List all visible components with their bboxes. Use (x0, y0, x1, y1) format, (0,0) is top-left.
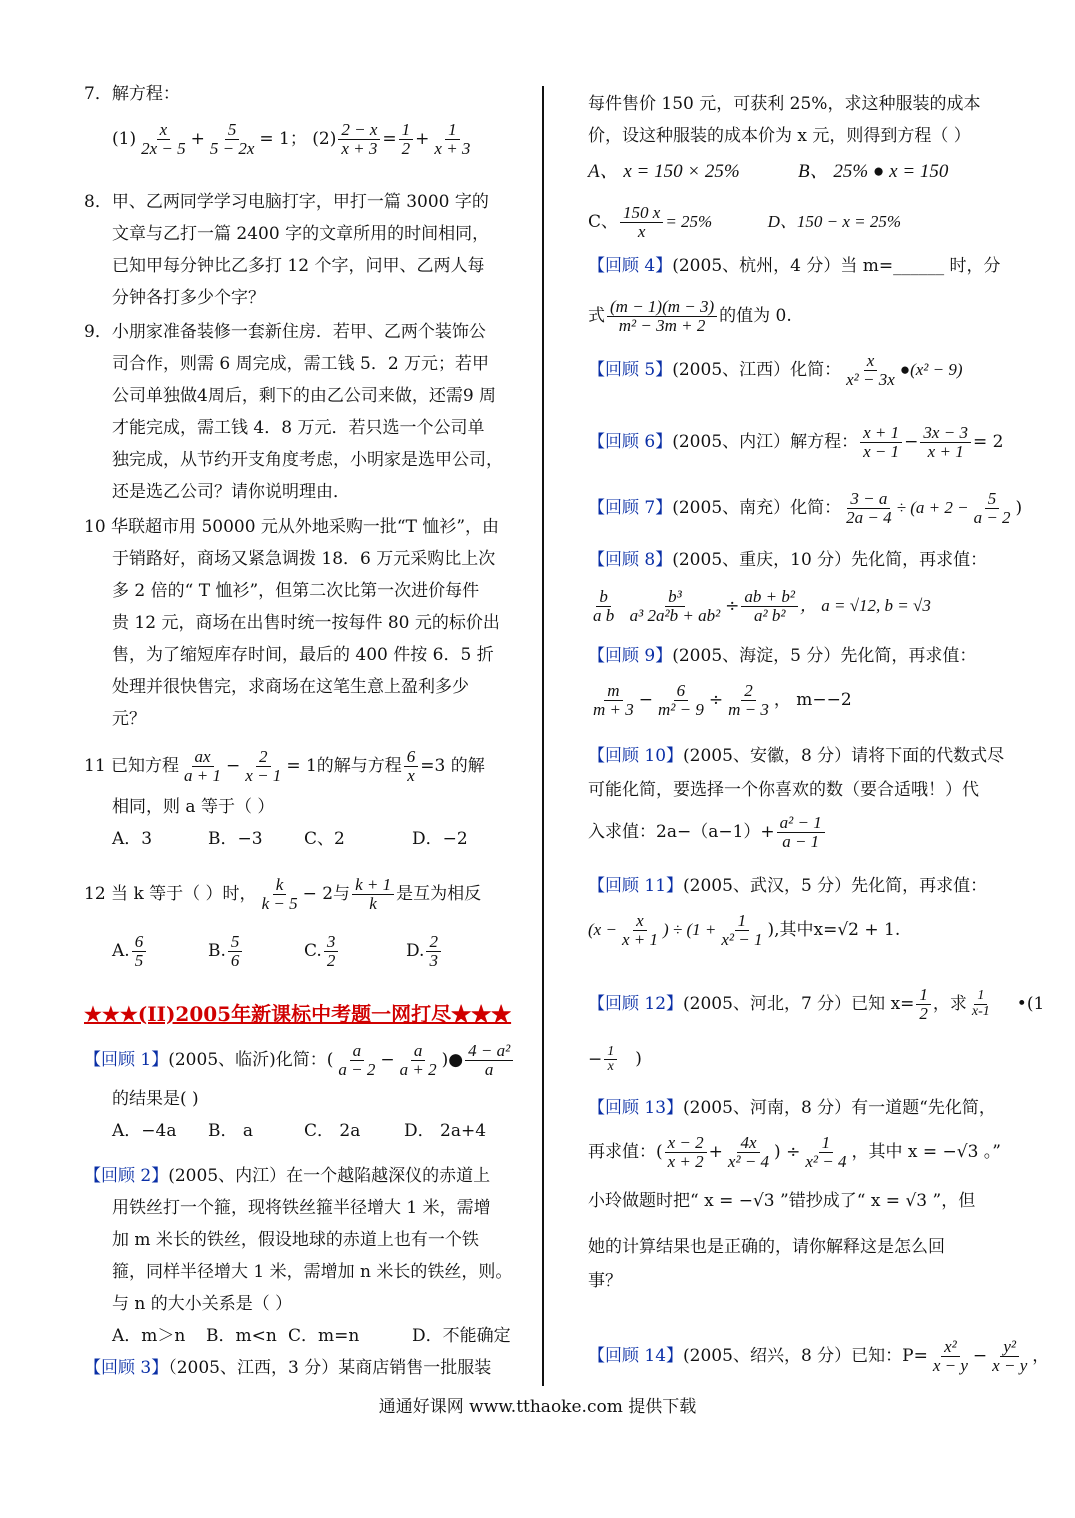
review-13: 【回顾 13】(2005、河南，8 分）有一道题“先化简， 再求值：( $\frac{x - 2}{x + 2}$ + $\frac{4x}{\text{x² − 4}}$ ) ÷ $\frac{1}{\text{x² − 4}}$ ，其中 x = −√3 。” 小玲做题时把“ x = −√3 ”错抄成了“ x = √3 ”，但 她的计算结果也是正确的，请你解释这是怎么回 事？ (588, 1098, 1001, 1291)
r3-options-cd: C、 $\frac{150 x}{x}$ = 25% D、150 − x = 25% (588, 203, 902, 241)
fraction: $\frac{4x}{\text{x² − 4}}$ (727, 1133, 770, 1171)
question-11: 11 已知方程 $\frac{ax}{a + 1}$ − $\frac{2}{x - 1}$ = 1的解与方程 $\frac{6}{x}$ =3 的解 相同，则 a 等于（ ） A．3 B．−3 C、2 D．−2 (84, 748, 530, 848)
question-9: 9．小朋家准备装修一套新住房．若甲、乙两个装饰公 司合作，则需 6 周完成，需工钱 5．2 万元；若甲 公司单独做4周后，剩下的由乙公司来做，还需9 周 才能完成，需工钱 4．8 万元．若只选一个公司单 独完成，从节约开支角度考虑，小明家是选甲公司， 还是选乙公司？请你说明理由． (84, 322, 503, 502)
fraction: $\frac{1}{x}$ (604, 1045, 617, 1075)
review-6: 【回顾 6】(2005、内江）解方程： $\frac{x + 1}{x - 1}$ − $\frac{3x - 3}{x + 1}$ = 2 (588, 423, 1004, 461)
review-tag: 【回顾 11】 (588, 876, 684, 896)
r2-options: A．m＞n B．m<n C．m=n D．不能确定 (112, 1326, 511, 1346)
review-10: 【回顾 10】(2005、安徽，8 分）请将下面的代数式尽 可能化简，要选择一个你喜欢的数（要合适哦！）代 入求值：2a−（a−1）+ $\frac{\text{a² − 1}}{a - 1}$ (588, 746, 1005, 851)
fraction: $\frac{5}{a - 2}$ (973, 489, 1011, 527)
q11-options: A．3 B．−3 C、2 D．−2 (112, 828, 468, 849)
review-tag: 【回顾 1】 (84, 1049, 169, 1070)
fraction: $\frac{\text{b³}}{\text{a³ 2a²b + ab²}}$ (629, 587, 721, 625)
fraction: $\frac{3x - 3}{x + 1}$ (920, 424, 971, 461)
fraction: $\frac{1}{2}$ (399, 121, 414, 158)
fraction: $\frac{3 - a}{2a - 4}$ (846, 489, 892, 527)
question-12: 12 当 k 等于（ ）时， $\frac{k}{k - 5}$ − 2与 $\frac{k + 1}{k}$ 是互为相反 A. $\frac{6}{5}$ B. $\frac{5}{6}$ C. $\frac{3}{2}$ D. $\frac{2}{3}$ (84, 876, 530, 969)
fraction: $\frac{k}{k - 5}$ (261, 875, 298, 913)
review-7: 【回顾 7】(2005、南充）化简： $\frac{3 - a}{2a - 4}$ ÷ (a + 2 − $\frac{5}{a - 2}$ ) (588, 489, 1023, 527)
question-7 (84, 86, 530, 158)
page-footer: 通通好课网 www.tthaoke.com 提供下载 (378, 1397, 697, 1417)
column-divider (542, 86, 544, 1386)
review-4: 【回顾 4】(2005、杭州，4 分）当 m=______ 时，分 式 $\frac{(m - 1)(m - 3)}{\text{m² − 3m + 2}}$ 的值为 0. (588, 256, 1001, 335)
fraction: $\frac{1}{\text{x² − 1}}$ (721, 911, 763, 949)
review-3-cont: 每件售价 150 元，可获利 25%，求这种服装的成本 价，设这种服装的成本价为 x 元，则得到方程（ ） A、 x = 150 × 25% B、 25% ● x = 150 C、 $\frac{150 x}{x}$ = 25% D、150 − x = 25% (588, 96, 1010, 241)
fraction: $\frac{\text{a² − 1}}{a - 1}$ (777, 814, 825, 851)
review-tag: 【回顾 14】 (588, 1345, 684, 1366)
question-8: 8．甲、乙两同学学习电脑打字，甲打一篇 3000 字的 文章与乙打一篇 2400 字的文章所用的时间相同， 已知甲每分钟比乙多打 12 个字，问甲、乙两人每 分钟各打多少个字？ (84, 192, 490, 308)
fraction: $\frac{k + 1}{k}$ (352, 876, 394, 913)
review-5: 【回顾 5】(2005、江西）化简： $\frac{x}{\text{x² − 3x}}$ ●(x² − 9) (588, 351, 963, 389)
fraction: $\frac{\text{4 − a²}}{a}$ (465, 1042, 513, 1079)
review-tag: 【回顾 9】 (588, 646, 673, 666)
review-2: 【回顾 2】(2005、内江）在一个越陷越深仪的赤道上 用铁丝打一个箍，现将铁丝箍半径增大 1 米，需增 加 m 米长的铁丝，假设地球的赤道上也有一个铁 箍，同样半径增大 1 米，需增加 n 米长的铁丝，则。 与 n 的大小关系是（ ） A．m＞n B．m<n C．m=n D．不能确定 (84, 1168, 530, 1360)
review-tag: 【回顾 10】 (588, 746, 684, 766)
fraction: $\frac{x}{x + 1}$ (621, 911, 658, 949)
fraction: $\frac{1}{\text{x² − 4}}$ (805, 1133, 847, 1171)
fraction: $\frac{2}{m - 3}$ (728, 681, 769, 719)
review-tag: 【回顾 2】 (84, 1166, 169, 1186)
review-1: 【回顾 1】(2005、临沂)化简：( $\frac{a}{a - 2}$ − $\frac{a}{a + 2}$ )● $\frac{\text{4 − a²}}{a}$ 的结果是( ) A．−4a B． a C． 2a D． 2a+4 (84, 1042, 530, 1140)
fraction: $\frac{6}{\text{m² − 9}}$ (658, 681, 704, 719)
fraction: $\frac{x + 1}{x - 1}$ (860, 424, 902, 461)
question-10: 10 华联超市用 50000 元从外地采购一批“T 恤衫”，由 于销路好，商场又紧急调拨 18．6 万元采购比上次 多 2 倍的“ T 恤衫”，但第二次比第一次进价每件 贵 12 元，商场在出售时统一按每件 80 元的标价出 售，为了缩短库存时间，最后的 400 件按 6．5 折 处理并很快售完，求商场在这笔生意上盈利多少 元？ (84, 517, 500, 729)
fraction: $\frac{\text{x²}}{x - y}$ (932, 1337, 968, 1375)
review-tag: 【回顾 8】 (588, 550, 673, 570)
fraction: $\frac{m}{m + 3}$ (593, 681, 634, 719)
fraction: $\frac{x}{\text{x² − 3x}}$ (846, 351, 895, 389)
fraction: $\frac{150 x}{x}$ (620, 204, 663, 241)
review-tag: 【回顾 3】 (84, 1358, 169, 1378)
fraction: $\frac{1}{x + 3}$ (434, 120, 471, 158)
fraction: $\frac{2 - x}{x + 3}$ (338, 121, 380, 158)
fraction: $\frac{a}{a + 2}$ (399, 1041, 437, 1079)
fraction: $\frac{a}{a - 2}$ (338, 1041, 376, 1079)
fraction: $\frac{\text{ab + b²}}{\text{a² b²}}$ (741, 588, 798, 625)
review-12: 【回顾 12】(2005、河北，7 分）已知 x= $\frac{1}{2}$ ，求 $\frac{1}{x-1}$ •(1 − $\frac{1}{x}$ ) (588, 985, 1045, 1075)
fraction: $\frac{b}{\text{a b}}$ (593, 587, 615, 625)
review-14: 【回顾 14】(2005、绍兴，8 分）已知：P= $\frac{\text{x²}}{x - y}$ − $\frac{\text{y²}}{x - y}$ ， (588, 1337, 1050, 1375)
review-8: 【回顾 8】(2005、重庆，10 分）先化简，再求值： $\frac{b}{\text{a b}}$ $\frac{\text{b³}}{\text{a³ 2a²b + ab²}}$ ÷ $\frac{\text{ab + b²}}{\text{a² b²}}$ ， a = √12, b = √3 (588, 550, 988, 625)
review-tag: 【回顾 13】 (588, 1098, 684, 1118)
review-tag: 【回顾 6】 (588, 431, 673, 452)
review-tag: 【回顾 4】 (588, 256, 673, 276)
fraction: $\frac{(m - 1)(m - 3)}{\text{m² − 3m + 2}}$ (607, 298, 717, 335)
r3-options-ab: A、 x = 150 × 25% B、 25% ● x = 150 (588, 161, 949, 182)
fraction: $\frac{5}{5 - 2x}$ (209, 120, 255, 158)
review-3-start: 【回顾 3】（2005、江西，3 分）某商店销售一批服装 (84, 1358, 492, 1378)
review-tag: 【回顾 12】 (588, 993, 684, 1014)
fraction: $\frac{2}{x - 1}$ (245, 747, 282, 785)
fraction: $\frac{1}{x-1}$ (971, 988, 990, 1019)
fraction: $\frac{ax}{a + 1}$ (184, 747, 222, 785)
fraction: $\frac{x - 2}{x + 2}$ (665, 1134, 707, 1171)
fraction: $\frac{6}{x}$ (404, 748, 419, 785)
r1-options: A．−4a B． a C． 2a D． 2a+4 (112, 1120, 487, 1141)
fraction: $\frac{\text{y²}}{x - y}$ (992, 1337, 1028, 1375)
review-tag: 【回顾 7】 (588, 497, 673, 518)
review-tag: 【回顾 5】 (588, 359, 673, 380)
q7-title: 7．解方程： (84, 84, 180, 104)
section-title: ★★★(II)2005年新课标中考题一网打尽★★★ (84, 1002, 512, 1026)
fraction: $\frac{1}{2}$ (916, 986, 931, 1023)
review-11: 【回顾 11】(2005、武汉，5 分）先化简，再求值： (x − $\frac{x}{x + 1}$ ) ÷ (1 + $\frac{1}{\text{x² − 1}}$ ),其中x=√2 + 1. (588, 876, 988, 949)
q7-equations: (1) $\frac{x}{2x - 5}$ + $\frac{5}{5 - 2x}$ = 1； (2) $\frac{2 - x}{x + 3}$ = $\frac{1}{2}$ + $\frac{1}{x + 3}$ (84, 121, 530, 158)
q12-options: A. $\frac{6}{5}$ B. $\frac{5}{6}$ C. $\frac{3}{2}$ D. $\frac{2}{3}$ (84, 933, 530, 970)
review-9: 【回顾 9】(2005、海淀，5 分）先化简，再求值： $\frac{m}{m + 3}$ − $\frac{6}{\text{m² − 9}}$ ÷ $\frac{2}{m - 3}$ ， m−−2 (588, 646, 977, 719)
fraction: $\frac{x}{2x - 5}$ (141, 120, 186, 158)
